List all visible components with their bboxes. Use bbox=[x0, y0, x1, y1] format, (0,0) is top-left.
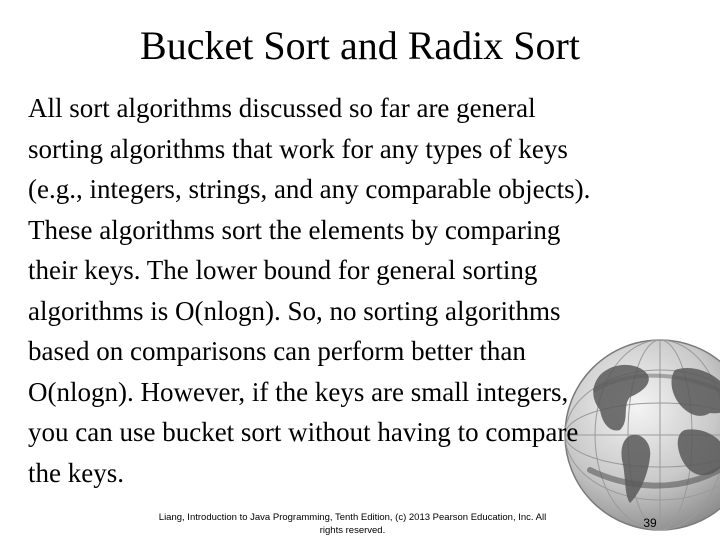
footer-citation-line: Liang, Introduction to Java Programming, Tenth Edition, (c) 2013 Pearson Education, Inc. All bbox=[158, 512, 547, 523]
body-line: based on comparisons can perform better than bbox=[28, 336, 526, 366]
footer-citation bbox=[140, 511, 565, 537]
body-line: sorting algorithms that work for any types of keys bbox=[28, 133, 568, 164]
body-line: O(nlogn). However, if the keys are small integers, bbox=[28, 376, 569, 407]
body-line: you can use bucket sort without having to compare bbox=[28, 417, 579, 447]
slide-body bbox=[28, 88, 708, 493]
body-line: All sort algorithms discussed so far are general bbox=[28, 93, 536, 123]
body-line: the keys. bbox=[28, 457, 124, 488]
footer-citation-line: rights reserved. bbox=[319, 525, 386, 536]
page-number: 39 bbox=[643, 516, 657, 530]
body-line: (e.g., integers, strings, and any comparable objects). bbox=[28, 174, 591, 204]
slide-title: Bucket Sort and Radix Sort bbox=[140, 23, 580, 68]
body-line: their keys. The lower bound for general sorting bbox=[28, 255, 538, 285]
body-line: algorithms is O(nlogn). So, no sorting algorithms bbox=[28, 295, 561, 326]
body-line: These algorithms sort the elements by comparing bbox=[28, 214, 561, 245]
